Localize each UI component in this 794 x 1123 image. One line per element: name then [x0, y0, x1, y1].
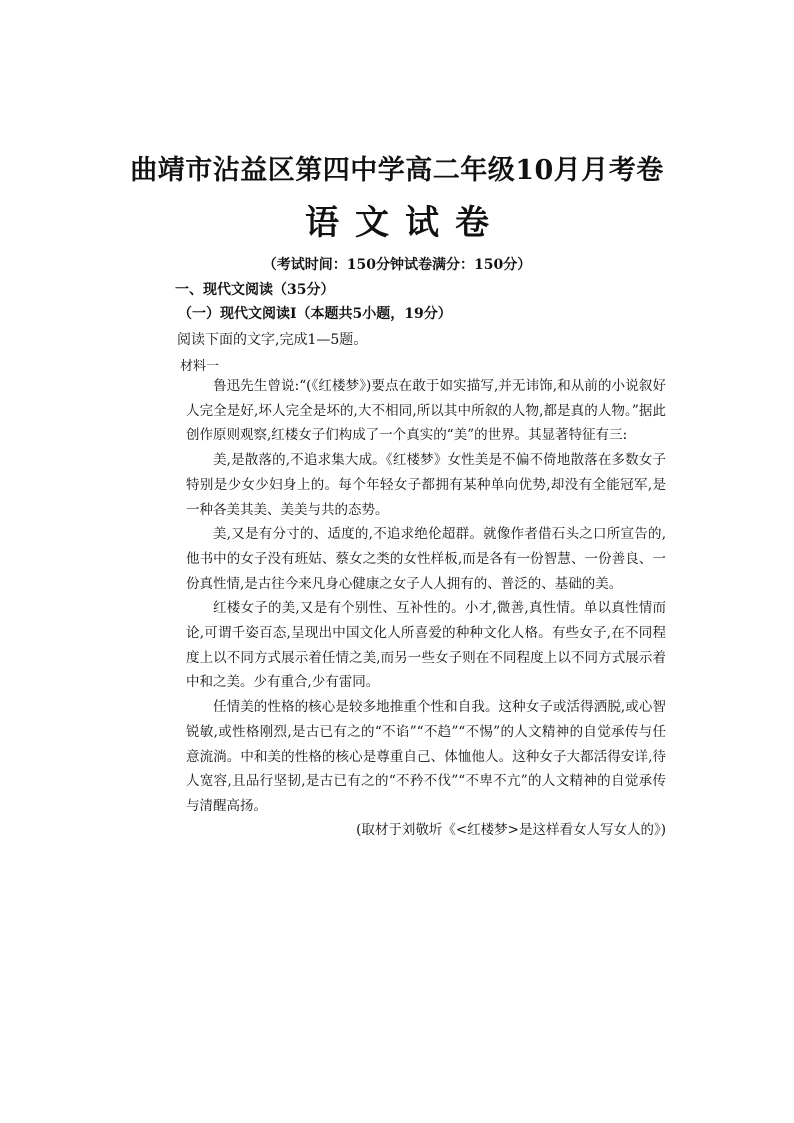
subject-title: 语文试卷: [305, 203, 505, 243]
exam-title: 曲靖市沾益区第四中学高二年级10月月考卷: [130, 155, 664, 186]
material-body: [186, 374, 666, 819]
subsection-title: （一）现代文阅读Ⅰ（本题共5小题，19分）: [178, 306, 452, 322]
paragraph: 红楼女子的美,又是有个别性、互补性的。小才,微善,真性情。单以真性情而论,可谓千姿百态,呈现出中国文化人所喜爱的种种文化人格。有些女子,在不同程度上以不同方式展示着任情之美,而另一些女子则在不同程度上以不同方式展示着中和之美。少有重合,少有雷同。: [186, 600, 666, 691]
paragraph: 鲁迅先生曾说:“(《红楼梦》)要点在敢于如实描写,并无讳饰,和从前的小说叙好人完全是好,坏人完全是坏的,大不相同,所以其中所叙的人物,都是真的人物。”据此创作原则观察,红楼女子们构成了一个真实的“美”的世界。其显著特征有三:: [186, 378, 666, 444]
section-title: 一、现代文阅读（35分）: [175, 282, 335, 298]
paragraph: 美,是散落的,不追求集大成。《红楼梦》女性美是不偏不倚地散落在多数女子特别是少女少妇身上的。每个年轻女子都拥有某种单向优势,却没有全能冠军,是一种各美其美、美美与共的态势。: [186, 452, 666, 518]
material-label: 材料一: [180, 359, 220, 374]
exam-info: （考试时间：150分钟试卷满分：150分）: [262, 257, 532, 273]
paragraph: 任情美的性格的核心是较多地推重个性和自我。这种女子或活得洒脱,或心智锐敏,或性格刚烈,是古已有之的“不谄”“不趋”“不惕”的人文精神的自觉承传与任意流淌。中和美的性格的核心是尊重自己、体恤他人。这种女子大都活得安详,待人宽容,且品行坚韧,是古已有之的“不矜不伐”“不卑不亢”的人文精神的自觉承传与清醒高扬。: [186, 699, 666, 814]
material-source: (取材于刘敬圻《<红楼梦>是这样看女人写女人的》): [356, 822, 666, 838]
reading-instruction: 阅读下面的文字,完成1—5题。: [177, 332, 368, 348]
paragraph: 美,又是有分寸的、适度的,不追求绝伦超群。就像作者借石头之口所宣告的,他书中的女子没有班姑、蔡女之类的女性样板,而是各有一份智慧、一份善良、一份真性情,是古往今来凡身心健康之女子人人拥有的、普泛的、基础的美。: [186, 526, 666, 592]
